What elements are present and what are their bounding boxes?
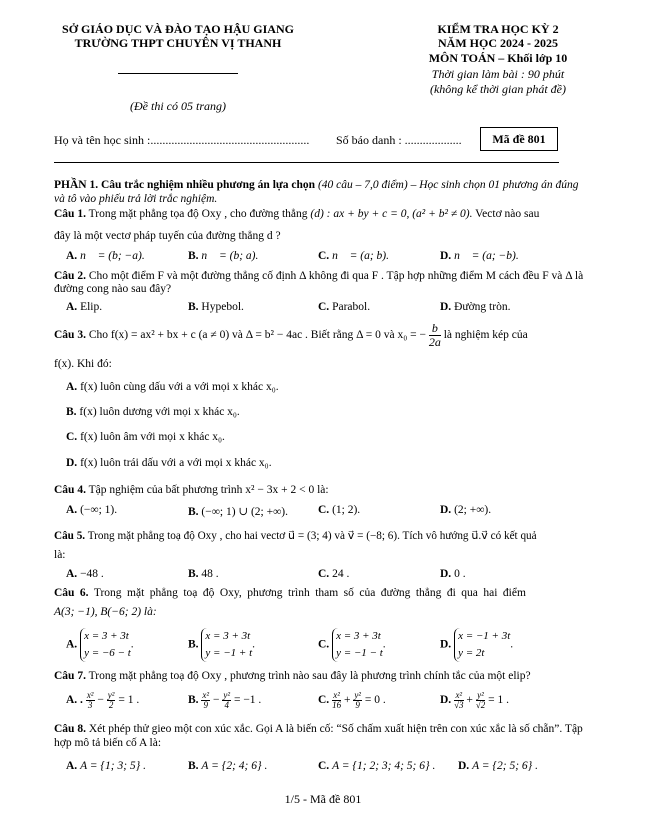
answer-option[interactable]: B. f(x) luôn dương với mọi x khác x₀. — [66, 406, 240, 418]
exam-code-box: Mã đề 801 — [480, 127, 558, 151]
pages-note: (Đề thi có 05 trang) — [130, 99, 226, 113]
exam-title: KIỂM TRA HỌC KỲ 2 — [437, 22, 559, 36]
question-3-stem — [54, 320, 528, 350]
answer-option[interactable]: A. (−∞; 1). — [66, 504, 118, 516]
question-text: Vectơ nào sau — [475, 208, 540, 220]
question-8-stem — [54, 722, 590, 750]
question-text: Xét phép thử gieo một con xúc xắc. Gọi A là biến cố: “Số chấm xuất hiện trên con xúc xắc là số chẵn”. Tập hợp mô tả biến cố A là: — [54, 723, 583, 749]
school-year: NĂM HỌC 2024 - 2025 — [438, 36, 558, 50]
answer-option[interactable]: A. Elip. — [66, 301, 103, 313]
part1-title: PHẦN 1. Câu trắc nghiệm nhiều phương án lựa chọn — [54, 179, 316, 191]
answer-option[interactable]: A. . $\frac{\text{x²}}{3}$ − $\frac{\text{y²}}{2}$ = 1 . — [66, 690, 140, 710]
answer-option[interactable]: C. A = {1; 2; 3; 4; 5; 6} . — [318, 760, 436, 772]
school-underline — [118, 73, 238, 74]
answer-option[interactable]: A. x = 3 + 3t y = −6 − t . — [66, 628, 134, 662]
question-4-stem — [54, 484, 329, 496]
question-text: Trong mặt phẳng tọa độ Oxy , cho đường thẳng — [88, 208, 308, 220]
question-label: Câu 7. — [54, 670, 86, 682]
question-3-line2: f(x). Khi đó: — [54, 358, 112, 370]
answer-option[interactable]: C. (1; 2). — [318, 504, 361, 516]
answer-option[interactable]: D. f(x) luôn trái dấu với a với mọi x khác x₀. — [66, 457, 272, 469]
equation-system: x = −1 + 3t y = 2t — [454, 628, 510, 662]
answer-option[interactable]: B. (−∞; 1) ∪ (2; +∞). — [188, 506, 289, 518]
answer-option[interactable]: B. n⃗ = (b; a). — [188, 250, 259, 262]
question-label: Câu 6. — [54, 587, 89, 599]
header-divider — [54, 162, 559, 163]
student-id-field: Số báo danh : ................... — [336, 133, 462, 147]
answer-option[interactable]: A. A = {1; 3; 5} . — [66, 760, 146, 772]
answer-option[interactable]: C. f(x) luôn âm với mọi x khác x₀. — [66, 431, 225, 443]
answer-option[interactable]: B. 48 . — [188, 568, 219, 580]
exam-time: Thời gian làm bài : 90 phút — [431, 67, 565, 81]
exam-time-note: (không kể thời gian phát đề) — [429, 82, 567, 96]
answer-option[interactable]: B. A = {2; 4; 6} . — [188, 760, 268, 772]
answer-option[interactable]: D. 0 . — [440, 568, 466, 580]
answer-option[interactable]: C. x = 3 + 3t y = −1 − t . — [318, 628, 386, 662]
page-footer: 1/5 - Mã đề 801 — [284, 792, 362, 806]
question-1-line2: đây là một vectơ pháp tuyến của đường thẳng d ? — [54, 230, 281, 242]
equation-system: x = 3 + 3t y = −1 − t — [332, 628, 383, 662]
question-label: Câu 5. — [54, 530, 86, 542]
question-5-line2: là: — [54, 549, 66, 561]
answer-option[interactable]: B. $\frac{\text{x²}}{9}$ − $\frac{\text{y²}}{4}$ = −1 . — [188, 690, 262, 710]
question-label: Câu 4. — [54, 484, 86, 496]
question-2-stem — [54, 270, 590, 296]
answer-option[interactable]: A. −48 . — [66, 568, 104, 580]
answer-option[interactable]: B. Hypebol. — [188, 301, 244, 313]
question-7-stem — [54, 670, 531, 682]
answer-option[interactable]: D. n⃗ = (a; −b). — [440, 250, 519, 262]
question-label: Câu 2. — [54, 270, 86, 282]
part1-meta: (40 câu – 7,0 điểm) – Học sinh chọn 01 phương án đúng và tô vào phiếu trả lời trắc nghiệm. — [54, 179, 579, 205]
student-name-field: Họ và tên học sinh :..................................................... — [54, 133, 310, 147]
question-text: Cho f(x) = ax² + bx + c (a ≠ 0) và Δ = b² − 4ac . Biết rằng Δ = 0 và x₀ = − — [88, 329, 426, 341]
answer-option[interactable]: C. Parabol. — [318, 301, 371, 313]
question-text: Trong mặt phẳng toạ độ Oxy, phương trình tham số của đường thẳng đi qua hai điểm — [93, 587, 526, 599]
subject: MÔN TOÁN – Khối lớp 10 — [428, 51, 568, 65]
answer-option[interactable]: D. A = {2; 5; 6} . — [458, 760, 538, 772]
equation-system: x = 3 + 3t y = −6 − t — [80, 628, 131, 662]
answer-option[interactable]: D. $\frac{\text{x²}}{√3}$ + $\frac{\text{y²}}{√2}$ = 1 . — [440, 690, 509, 710]
answer-option[interactable]: D. x = −1 + 3t y = 2t . — [440, 628, 513, 662]
equation-system: x = 3 + 3t y = −1 + t — [201, 628, 252, 662]
question-6-line2: A(3; −1), B(−6; 2) là: — [54, 606, 157, 618]
part1-heading — [54, 178, 590, 206]
question-label: Câu 3. — [54, 329, 86, 341]
question-text: Tập nghiệm của bất phương trình x² − 3x + 2 < 0 là: — [88, 484, 329, 496]
school-name: TRƯỜNG THPT CHUYÊN VỊ THANH — [74, 36, 282, 50]
question-6-stem — [54, 587, 526, 599]
answer-option[interactable]: C. n⃗ = (a; b). — [318, 250, 390, 262]
answer-option[interactable]: B. x = 3 + 3t y = −1 + t . — [188, 628, 255, 662]
answer-option[interactable]: C. 24 . — [318, 568, 350, 580]
question-text: Trong mặt phẳng toạ độ Oxy , cho hai vectơ u⃗ = (3; 4) và v⃗ = (−8; 6). Tích vô hướng u⃗.v⃗ có kết quả — [87, 530, 537, 542]
answer-option[interactable]: D. Đường tròn. — [440, 301, 511, 313]
answer-option[interactable]: D. (2; +∞). — [440, 504, 492, 516]
question-math: (d) : ax + by + c = 0, (a² + b² ≠ 0). — [310, 208, 473, 220]
question-1-stem — [54, 208, 539, 220]
question-text: là nghiệm kép của — [443, 329, 528, 341]
answer-option[interactable]: A. n⃗ = (b; −a). — [66, 250, 145, 262]
department-name: SỞ GIÁO DỤC VÀ ĐÀO TẠO HẬU GIANG — [62, 22, 294, 36]
question-text: Trong mặt phẳng toạ độ Oxy , phương trình nào sau đây là phương trình chính tắc của một elip? — [88, 670, 531, 682]
question-label: Câu 1. — [54, 208, 86, 220]
question-5-stem — [54, 529, 537, 542]
answer-option[interactable]: A. f(x) luôn cùng dấu với a với mọi x khác x₀. — [66, 381, 279, 393]
answer-option[interactable]: C. $\frac{\text{x²}}{16}$ + $\frac{\text{y²}}{9}$ = 0 . — [318, 690, 386, 710]
fraction: $\frac{b}{2a}$ — [428, 320, 441, 349]
question-label: Câu 8. — [54, 723, 86, 735]
question-text: Cho một điểm F và một đường thẳng cố định Δ không đi qua F . Tập hợp những điểm M cách đều F và Δ là đường cong nào sau đây? — [54, 270, 584, 295]
